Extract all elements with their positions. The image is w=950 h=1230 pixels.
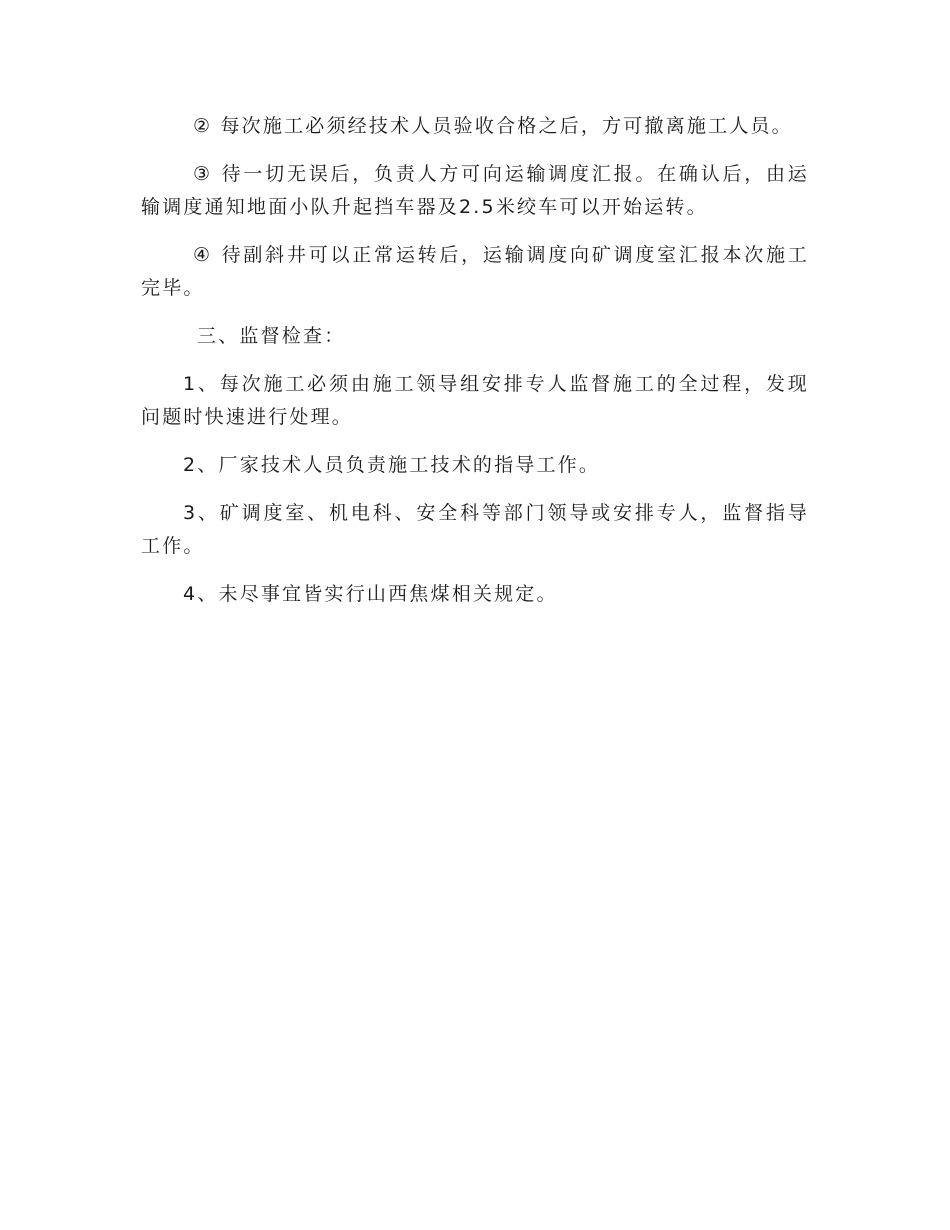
- item-3-paragraph: 3、矿调度室、机电科、安全科等部门领导或安排专人，监督指导工作。: [141, 502, 809, 557]
- step-3-paragraph: ③ 待一切无误后，负责人方可向运输调度汇报。在确认后，由运输调度通知地面小队升起挡车器及2.5米绞车可以开始运转。: [141, 163, 809, 218]
- step-4-paragraph: ④ 待副斜井可以正常运转后，运输调度向矿调度室汇报本次施工完毕。: [141, 244, 809, 299]
- item-4-paragraph: 4、未尽事宜皆实行山西焦煤相关规定。: [183, 583, 558, 605]
- step-2-paragraph: ② 每次施工必须经技术人员验收合格之后，方可撤离施工人员。: [193, 115, 793, 137]
- document-body: [141, 110, 809, 626]
- item-1-paragraph: 1、每次施工必须由施工领导组安排专人监督施工的全过程，发现问题时快速进行处理。: [141, 373, 809, 428]
- item-2-paragraph: 2、厂家技术人员负责施工技术的指导工作。: [183, 454, 601, 476]
- section-heading-supervision: 三、监督检查：: [197, 325, 346, 347]
